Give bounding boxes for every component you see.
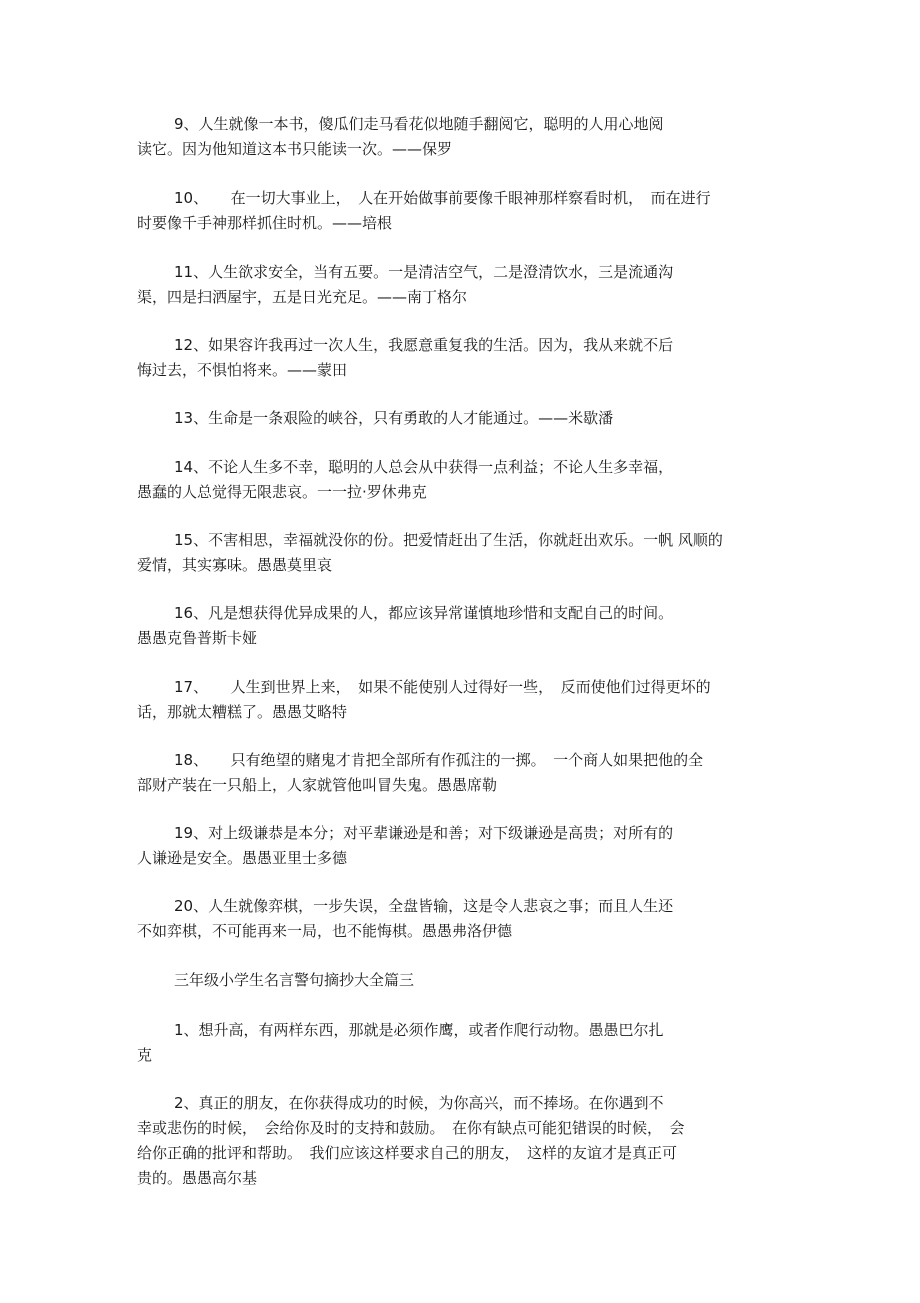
- quote-line: 读它。因为他知道这本书只能读一次。——保罗: [137, 140, 453, 158]
- quote-line: 16、凡是想获得优异成果的人，都应该异常谨慎地珍惜和支配自己的时间。: [174, 604, 674, 622]
- quote-line: 悔过去，不惧怕将来。——蒙田: [137, 361, 348, 379]
- quote-line: 15、不害相思，幸福就没你的份。把爱情赶出了生活，你就赶出欢乐。一帆 风顺的: [174, 531, 723, 549]
- quote-line: 20、人生就像弈棋，一步失误，全盘皆输，这是令人悲哀之事；而且人生还: [174, 897, 674, 915]
- quote-line: 爱情，其实寡味。愚愚莫里哀: [137, 556, 333, 574]
- quote-line: 愚蠢的人总觉得无限悲哀。一一拉·罗休弗克: [137, 483, 427, 501]
- quote-line: 14、不论人生多不幸，聪明的人总会从中获得一点利益；不论人生多幸福，: [174, 458, 674, 476]
- quote-line: 贵的。愚愚高尔基: [137, 1169, 258, 1187]
- quote-line: 幸或悲伤的时候， 会给你及时的支持和鼓励。 在你有缺点可能犯错误的时候， 会: [137, 1119, 685, 1137]
- quote-line: 19、对上级谦恭是本分；对平辈谦逊是和善；对下级谦逊是高贵；对所有的: [174, 824, 674, 842]
- quote-line: 给你正确的批评和帮助。 我们应该这样要求自己的朋友， 这样的友谊才是真正可: [137, 1144, 678, 1162]
- quote-line: 9、人生就像一本书，傻瓜们走马看花似地随手翻阅它，聪明的人用心地阅: [174, 115, 664, 133]
- quote-line: 1、想升高，有两样东西，那就是必须作鹰，或者作爬行动物。愚愚巴尔扎: [174, 1021, 664, 1039]
- quote-line: 渠，四是扫洒屋宇，五是日光充足。——南丁格尔: [137, 288, 468, 306]
- quote-line: 12、如果容许我再过一次人生，我愿意重复我的生活。因为，我从来就不后: [174, 336, 674, 354]
- quote-line: 话，那就太糟糕了。愚愚艾略特: [137, 703, 348, 721]
- quote-line: 11、人生欲求安全，当有五要。一是清洁空气，二是澄清饮水，三是流通沟: [174, 263, 674, 281]
- quote-line: 时要像千手神那样抓住时机。——培根: [137, 214, 393, 232]
- quote-line: 愚愚克鲁普斯卡娅: [137, 629, 258, 647]
- section-title: 三年级小学生名言警句摘抄大全篇三: [174, 971, 415, 989]
- quote-line: 13、生命是一条艰险的峡谷，只有勇敢的人才能通过。——米歇潘: [174, 409, 614, 427]
- quote-line: 人谦逊是安全。愚愚亚里士多德: [137, 849, 348, 867]
- quote-line: 不如弈棋，不可能再来一局，也不能悔棋。愚愚弗洛伊德: [137, 922, 513, 940]
- quote-line: 克: [137, 1046, 153, 1064]
- quote-line: 2、真正的朋友，在你获得成功的时候，为你高兴，而不捧场。在你遇到不: [174, 1094, 664, 1112]
- quote-line: 18、 只有绝望的赌鬼才肯把全部所有作孤注的一掷。 一个商人如果把他的全: [174, 751, 704, 769]
- quote-line: 10、 在一切大事业上， 人在开始做事前要像千眼神那样察看时机， 而在进行: [174, 189, 711, 207]
- quote-line: 部财产装在一只船上，人家就管他叫冒失鬼。愚愚席勒: [137, 776, 498, 794]
- quote-line: 17、 人生到世界上来， 如果不能使别人过得好一些， 反而使他们过得更坏的: [174, 678, 711, 696]
